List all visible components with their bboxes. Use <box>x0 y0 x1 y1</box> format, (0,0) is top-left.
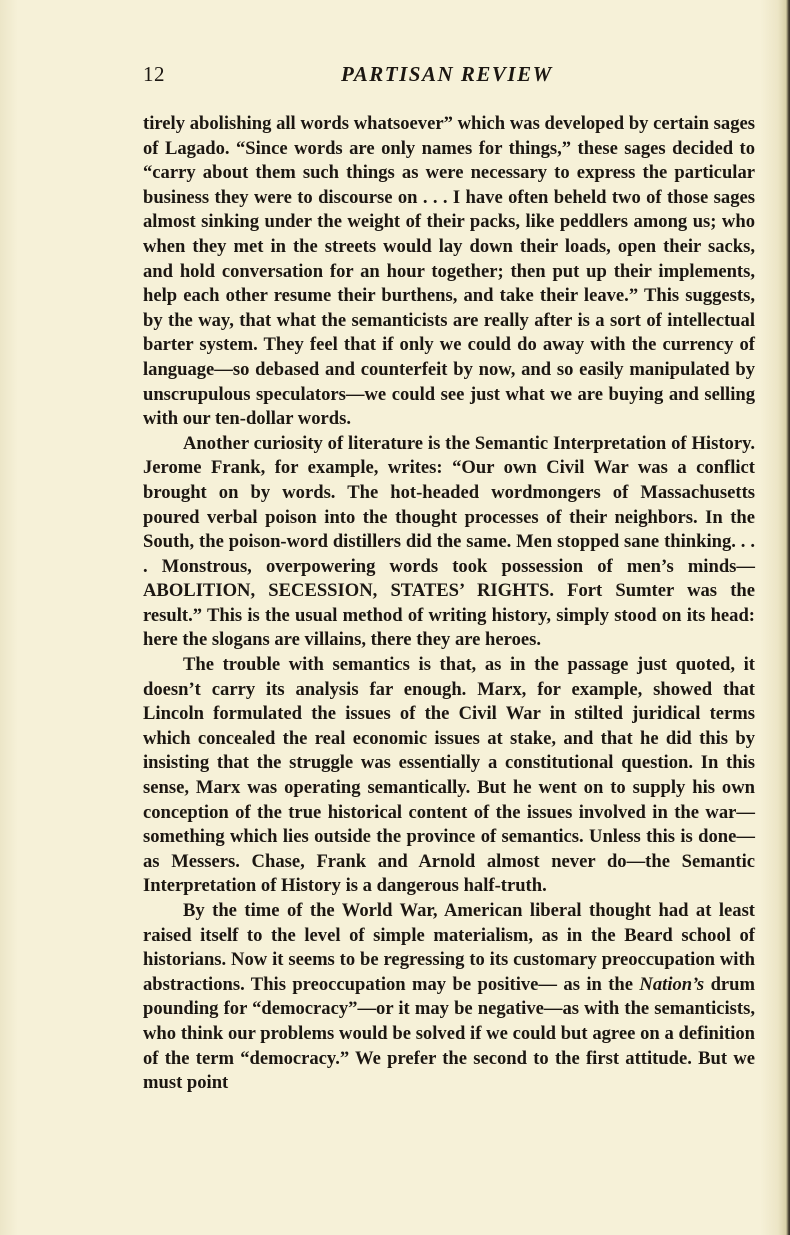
page-header <box>143 62 755 92</box>
paragraph-4 <box>143 899 755 1096</box>
paragraph-3: The trouble with semantics is that, as in the passage just quoted, it doesn’t carry its analysis far enough. Marx, for example, showed that Lincoln formulated the issues of the Civil War in stilted juridical terms which concealed the real economic issues at stake, and that he did this by insisting that the struggle was essentially a constitutional question. In this sense, Marx was operating semantically. But he went on to supply his own conception of the true historical content of the issues involved in the war—something which lies outside the province of semantics. Unless this is done—as Messers. Chase, Frank and Arnold almost never do—the Semantic Interpretation of History is a dangerous half-truth. <box>143 654 755 897</box>
running-head: PARTISAN REVIEW <box>341 62 553 86</box>
body-text <box>143 112 755 1096</box>
paragraph-2: Another curiosity of literature is the Semantic Interpretation of History. Jerome Frank, for example, writes: “Our own Civil War was a conflict brought on by words. The hot-headed wordmongers of Massachusetts poured verbal poison into the thought processes of their neighbors. In the South, the poison-word distillers did the same. Men stopped sane thinking. . . . Monstrous, overpowering words took possession of men’s minds—ABOLITION, SECESSION, STATES’ RIGHTS. Fort Sumter was the result.” This is the usual method of writing history, simply stood on its head: here the slogans are villains, there they are heroes. <box>143 432 755 651</box>
paragraph-4-text-after: drum pounding for “democracy”—or it may be negative—as with the semanticists, who think our problems would be solved if we could but agree on a definition of the term “democracy.” We prefer the second to the first attitude. But we must point <box>143 973 755 1094</box>
paragraph-1: tirely abolishing all words whatsoever” which was developed by certain sages of Lagado. “Since words are only names for things,” these sages decided to “carry about them such things as were necessary to express the particular business they were to discourse on . . . I have often beheld two of those sages almost sinking under the weight of their packs, like peddlers among us; who when they met in the streets would lay down their loads, open their sacks, and hold conversation for an hour together; then put up their implements, help each other resume their burthens, and take their leave.” This suggests, by the way, that what the semanticists are really after is a sort of intellectual barter system. They feel that if only we could do away with the currency of language—so debased and counterfeit by now, and so easily manipulated by unscrupulous speculators—we could see just what we are buying and selling with our ten-dollar words. <box>143 113 755 430</box>
paragraph-4-text-before: By the time of the World War, American liberal thought had at least raised itself to the level of simple materialism, as in the Beard school of historians. Now it seems to be regressing to its customary preoccupation with abstractions. This preoccupation may be positive— as in the <box>143 900 755 995</box>
page-number: 12 <box>143 62 165 86</box>
publication-title: Nation’s <box>639 973 705 995</box>
